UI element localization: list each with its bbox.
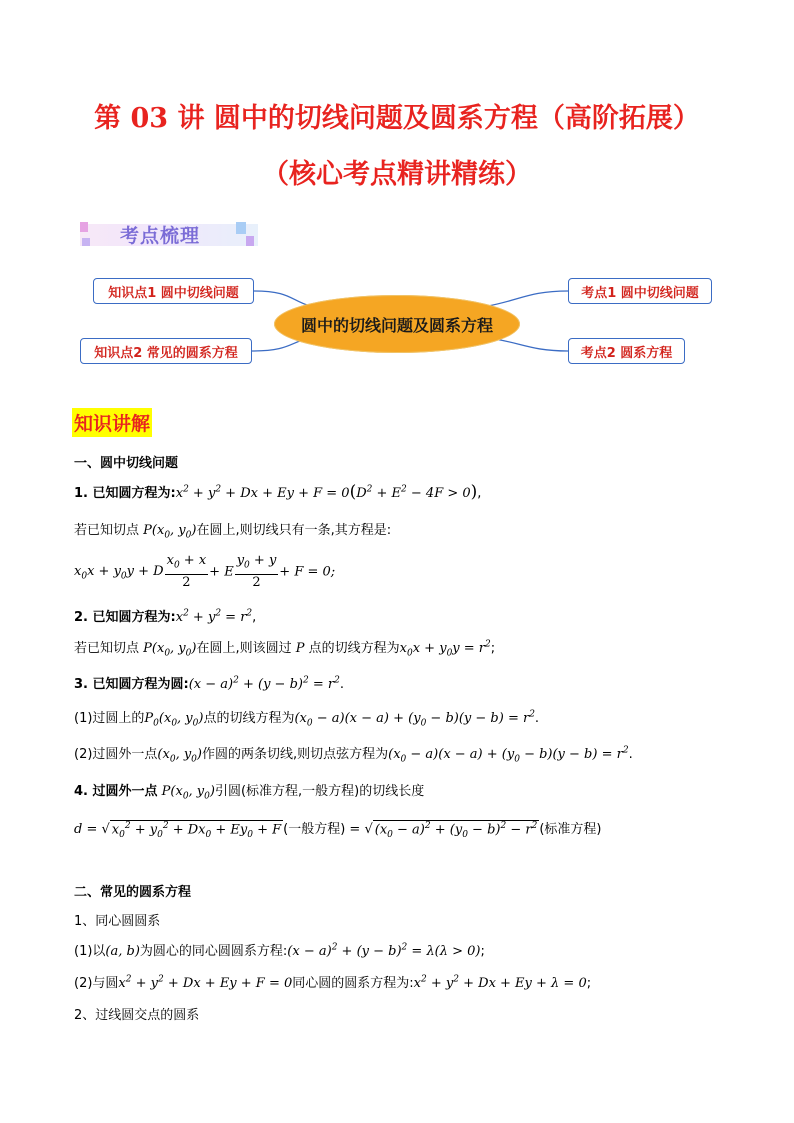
s1-line-8: (2)过圆外一点($x_0$, $y_0$)作圆的两条切线,则切点弦方程为$(x_0 - a)(x - a) + (y_0 - b)(y - b) = r^2$. xyxy=(74,745,633,765)
s1-line-8-text: (2)过圆外一点 xyxy=(74,747,158,762)
formula: $x^2 + y^2 = r^2$ xyxy=(175,608,253,625)
s1-line-2-text: 在圆上,则切线只有一条,其方程是: xyxy=(196,523,392,538)
fraction: $\frac{y_0 + y}{2}$ xyxy=(236,553,277,590)
s1-line-5: 若已知切点 $P(x_0$, $y_0$)在圆上,则该圆过 P 点的切线方程为$x_0x + y_0y = r^2$; xyxy=(74,639,496,659)
s1-line-10-text: (一般方程) xyxy=(283,822,346,837)
s2-sub1: 1、同心圆圆系 xyxy=(74,914,161,929)
s1-line-10 xyxy=(74,818,601,840)
knowledge-heading: 知识讲解 xyxy=(72,408,152,437)
s2-line-2-text: 同心圆的圆系方程为: xyxy=(292,976,414,991)
formula: $D^2 + E^2 - 4F > 0$ xyxy=(356,484,471,501)
s1-line-2-text: 若已知切点 xyxy=(74,523,140,538)
paren: ( xyxy=(349,482,357,502)
s1-line-4: 2. 已知圆方程为$:x^2 + y^2 = r^2$, xyxy=(74,608,257,625)
formula: $P(x_0$, $y_0$) xyxy=(139,523,197,541)
formula: = √ xyxy=(345,822,373,837)
formula: $P_0(x_0$, $y_0$) xyxy=(144,711,204,729)
s1-line-1-label: 1. 已知圆方程为: xyxy=(74,486,176,501)
formula: $(x - a)^2 + (y - b)^2 = r^2$ xyxy=(188,675,340,692)
fraction: $\frac{x_0 + x}{2}$ xyxy=(166,553,207,590)
formula: $x^2 + y^2 + Dx + Ey + \lambda = 0$ xyxy=(413,974,587,991)
s1-line-7: (1)过圆上的$P_0(x_0$, $y_0$)点的切线方程为$(x_0 - a)(x - a) + (y_0 - b)(y - b) = r^2$. xyxy=(74,709,540,729)
document-title: 第 03 讲 圆中的切线问题及圆系方程（高阶拓展） xyxy=(94,103,700,134)
s1-line-2 xyxy=(74,519,391,541)
formula: + E xyxy=(209,564,234,580)
formula: $(x_0 - a)(x - a) + (y_0 - b)(y - b) = r^2$ xyxy=(388,745,629,765)
mindmap-center-node: 圆中的切线问题及圆系方程 xyxy=(274,295,520,353)
s1-line-9-label: 4. 过圆外一点 xyxy=(74,784,158,799)
s1-line-7-text: (1)过圆上的 xyxy=(74,711,145,726)
formula: P xyxy=(291,641,309,656)
formula: (a, b) xyxy=(105,944,140,959)
mindmap-node-exam-2: 考点2 圆系方程 xyxy=(568,338,685,364)
s1-line-5-text: 在圆上,则该圆过 xyxy=(196,641,292,656)
s2-line-1-text: (1)以 xyxy=(74,944,106,959)
formula: d = √ xyxy=(74,822,110,837)
s1-line-6: 3. 已知圆方程为圆:(x − $a)^2 + (y - b)^2 = r^2$. xyxy=(74,675,344,692)
s1-line-9-text: 引圆(标准方程,一般方程)的切线长度 xyxy=(214,784,425,799)
s2-line-1-text: 为圆心的同心圆圆系方程: xyxy=(139,944,288,959)
s1-line-6-label: 3. 已知圆方程为圆: xyxy=(74,677,189,692)
formula: $P(x_0$, $y_0$) xyxy=(157,784,215,802)
section2-heading: 二、常见的圆系方程 xyxy=(74,885,192,900)
document-subtitle: （核心考点精讲精练） xyxy=(262,159,532,190)
s1-line-4-label: 2. 已知圆方程为: xyxy=(74,610,176,625)
formula-sqrt: $(x_0 - a)^2 + (y_0 - b)^2 - r^2$ xyxy=(374,820,538,840)
formula: + F = 0; xyxy=(279,564,336,580)
section1-heading: 一、圆中切线问题 xyxy=(74,456,179,471)
banner-label: 考点梳理 xyxy=(120,225,201,247)
formula: $x^2 + y^2 + Dx + Ey + F = 0$ xyxy=(175,484,350,501)
s1-line-5-text: 点的切线方程为 xyxy=(308,641,400,656)
formula: $(x - a)^2 + (y - b)^2 = \lambda(\lambda > 0)$ xyxy=(287,942,481,959)
s1-line-9 xyxy=(74,780,424,802)
mindmap-node-knowledge-1: 知识点1 圆中切线问题 xyxy=(93,278,254,304)
s1-line-8-text: 作圆的两条切线,则切点弦方程为 xyxy=(201,747,389,762)
formula: $(x_0 - a)(x - a) + (y_0 - b)(y - b) = r^2$ xyxy=(294,709,535,729)
s1-line-7-text: 点的切线方程为 xyxy=(203,711,295,726)
s2-line-2-text: (2)与圆 xyxy=(74,976,119,991)
s1-line-3 xyxy=(74,553,335,591)
formula: $P(x_0$, $y_0$) xyxy=(139,641,197,659)
formula: $x_0x + y_0y = r^2$ xyxy=(399,639,491,659)
s1-line-10-text: (标准方程) xyxy=(539,822,602,837)
formula-sqrt: $x_0^2 + y_0^2 + Dx_0 + Ey_0 + F$ xyxy=(111,820,282,840)
s2-line-1: (1)以(a, b)为圆心的同心圆圆系方程:(x − $a)^2 + (y - b)^2 = \lambda(\lambda > 0)$; xyxy=(74,942,485,959)
paren: ) xyxy=(470,482,478,502)
s2-sub2: 2、过线圆交点的圆系 xyxy=(74,1008,200,1023)
formula: $x_0x + y_0y + D$ xyxy=(74,564,164,582)
formula: ($x_0$, $y_0$) xyxy=(157,747,202,765)
mindmap-node-exam-1: 考点1 圆中切线问题 xyxy=(568,278,712,304)
mindmap-node-knowledge-2: 知识点2 常见的圆系方程 xyxy=(80,338,252,364)
formula: $x^2 + y^2 + Dx + Ey + F = 0$ xyxy=(118,974,293,991)
s1-line-1: 1. 已知圆方程为$:x^2 + y^2 + Dx + Ey + F = 0(D^2 + E^2 - 4F > 0)$, xyxy=(74,482,482,502)
s2-line-2: (2)与圆$x^2 + y^2 + Dx + Ey + F = 0$同心圆的圆系方程为$:x^2 + y^2 + Dx + Ey + \lambda = 0$; xyxy=(74,974,592,991)
s1-line-5-text: 若已知切点 xyxy=(74,641,140,656)
